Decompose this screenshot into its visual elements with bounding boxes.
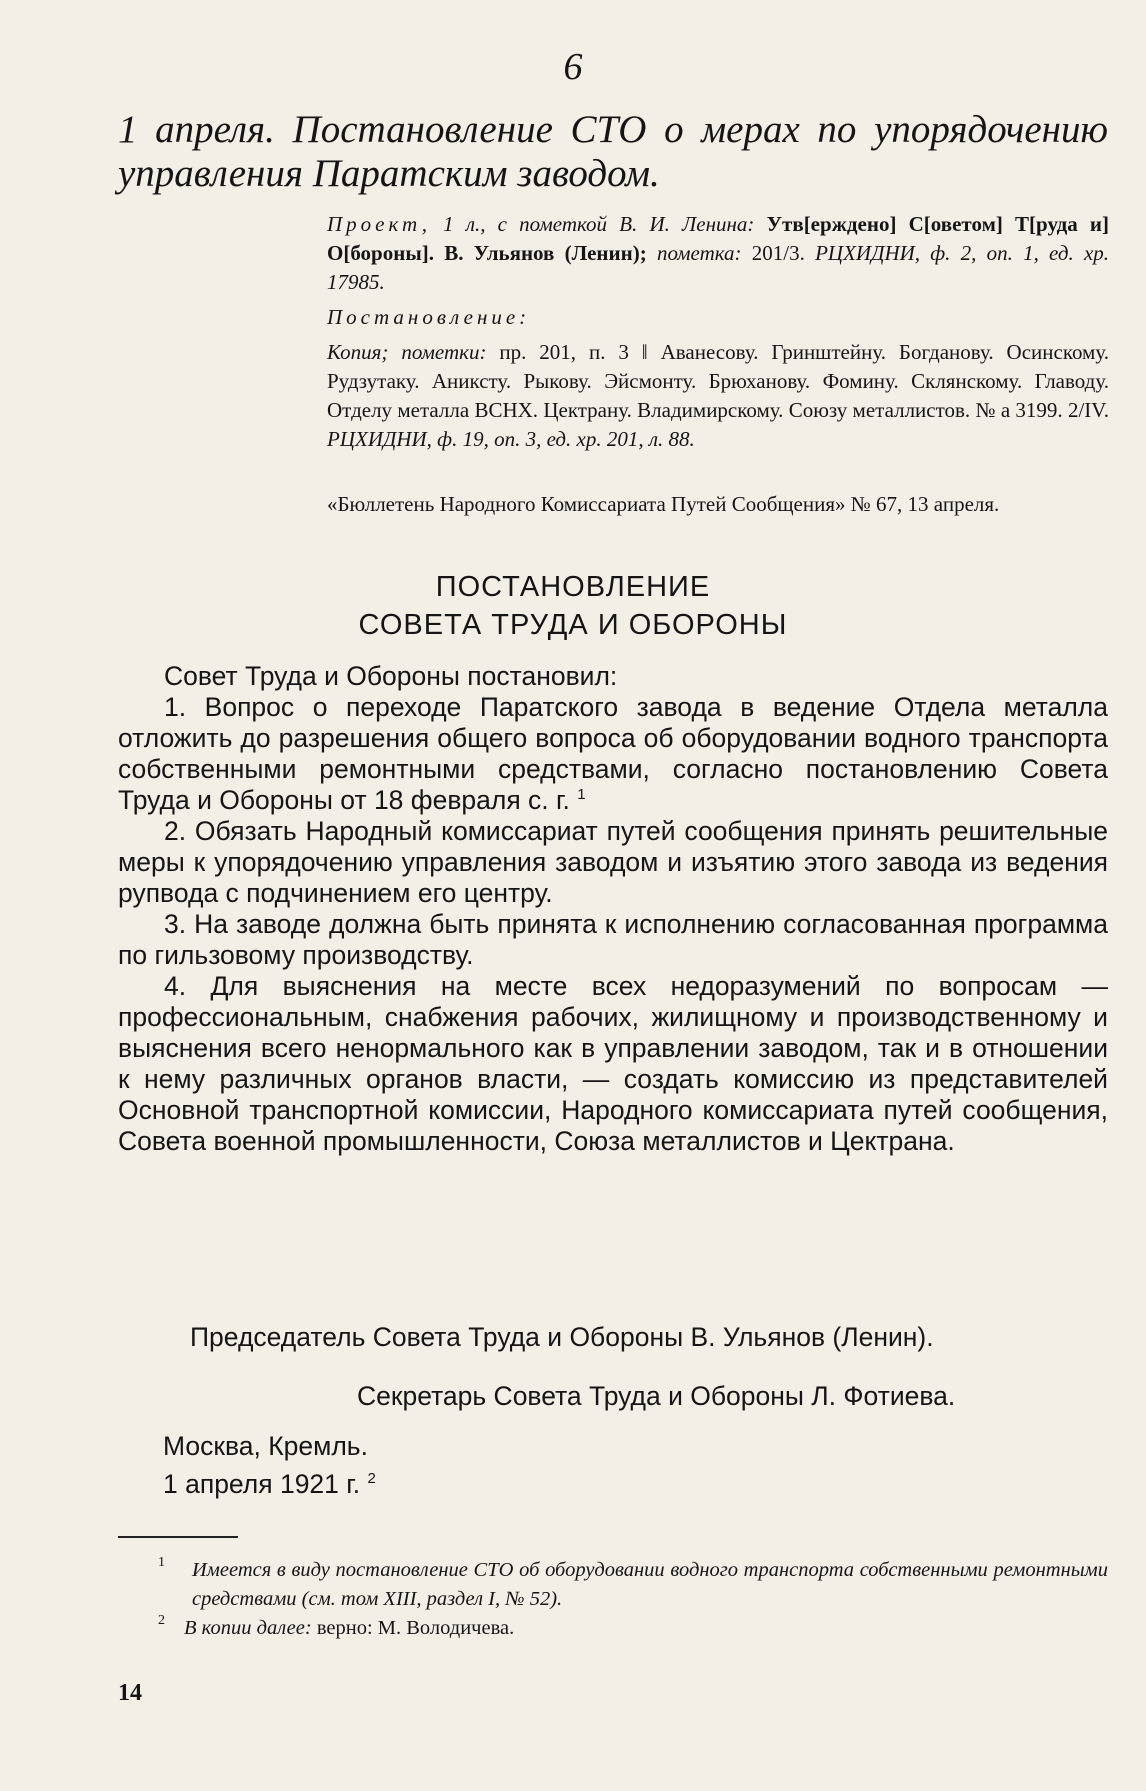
bulletin-source: «Бюллетень Народного Комиссариата Путей Сообщения» № 67, 13 апреля. <box>327 492 1000 516</box>
copy-text: пр. 201, п. 3 ‖ Аванесову. Гринштейну. Богданову. Осинскому. Рудзутаку. Аниксту. Рыкову. Эйсмонту. Брюханову. Фомину. Склянскому. Главоду. Отделу металла ВСНХ. Цектрану. Владимирскому. Союзу металлистов. № а 3199. 2/IV. <box>327 340 1109 422</box>
draft-label: Проект, <box>327 212 431 236</box>
footnote-divider <box>118 1536 238 1538</box>
draft-info: 1 л., с пометкой В. И. Ленина: <box>443 212 755 236</box>
resolution-preamble: Совет Труда и Обороны постановил: <box>164 661 618 691</box>
footnote-1 <box>118 1556 1108 1614</box>
footnote-ref-2: 2 <box>367 1470 376 1487</box>
mark-value: 201/3. <box>751 241 805 265</box>
footnote-2-label: В копии далее: <box>184 1617 312 1639</box>
copy-label: Копия; пометки: <box>327 340 487 364</box>
resolution-heading <box>0 568 1146 644</box>
date-line: 1 апреля 1921 г. $^2$ <box>163 1469 376 1499</box>
footnote-1-text: Имеется в виду постановление СТО об оборудовании водного транспорта собственными ремонтными средствами (см. том XIII, раздел I, № 52). <box>192 1559 1108 1610</box>
document-number: 6 <box>563 46 583 88</box>
heading-line-2: СОВЕТА ТРУДА И ОБОРОНЫ <box>358 609 788 641</box>
copy-archive: РЦХИДНИ, ф. 19, оп. 3, ед. хр. 201, л. 88. <box>327 427 695 451</box>
place-line: Москва, Кремль. <box>163 1431 368 1461</box>
document-title: 1 апреля. Постановление СТО о мерах по упорядочению управления Паратским заводом. <box>118 108 1108 195</box>
heading-line-1: ПОСТАНОВЛЕНИЕ <box>435 571 711 603</box>
chairman-signature: Председатель Совета Труда и Обороны В. Ульянов (Ленин). <box>190 1322 934 1352</box>
resolution-label: Постановление: <box>327 305 531 329</box>
resolution-item-4: 4. Для выяснения на месте всех недоразумений по вопросам — профессиональным, снабжения рабочих, жилищному и производственному и выяснения всего ненормального как в управлении заводом, так и в отношении к нему различных органов власти, — создать комиссию из представителей Основной транспортной комиссии, Народного комиссариата путей сообщения, Совета военной промышленности, Союза металлистов и Цектрана. <box>118 971 1108 1156</box>
mark-label: пометка: <box>656 241 742 265</box>
approval-text: Утв[ерждено] С[оветом] Т[руда и] О[бороны]. В. Ульянов (Ленин); <box>327 212 1110 265</box>
footnote-1-mark: 1 <box>158 1555 165 1570</box>
archive-reference: РЦХИДНИ, ф. 2, оп. 1, ед. хр. 17985. <box>327 241 1110 294</box>
footnote-2-mark: 2 <box>158 1613 165 1628</box>
draft-note <box>327 210 1109 297</box>
resolution-item-3: 3. На заводе должна быть принята к исполнению согласованная программа по гильзовому производству. <box>118 909 1108 970</box>
footnote-2 <box>118 1614 1108 1643</box>
resolution-body <box>118 661 1108 1157</box>
page-number: 14 <box>118 1680 142 1706</box>
footnote-2-text: верно: М. Володичева. <box>316 1617 515 1639</box>
resolution-item-2: 2. Обязать Народный комиссариат путей сообщения принять решительные меры к упорядочению управления заводом и изъятию этого завода из ведения рупвода с подчинением его центру. <box>118 816 1108 908</box>
footnote-ref-1: 1 <box>577 786 586 803</box>
resolution-item-1: 1. Вопрос о переходе Паратского завода в ведение Отдела металла отложить до разрешения общего вопроса об оборудовании водного транспорта собственными ремонтными средствами, согласно постановлению Совета Труда и Обороны от 18 февраля с. г. $^1$ <box>118 692 1108 815</box>
copy-note <box>327 338 1109 454</box>
secretary-signature: Секретарь Совета Труда и Обороны Л. Фотиева. <box>357 1381 956 1411</box>
